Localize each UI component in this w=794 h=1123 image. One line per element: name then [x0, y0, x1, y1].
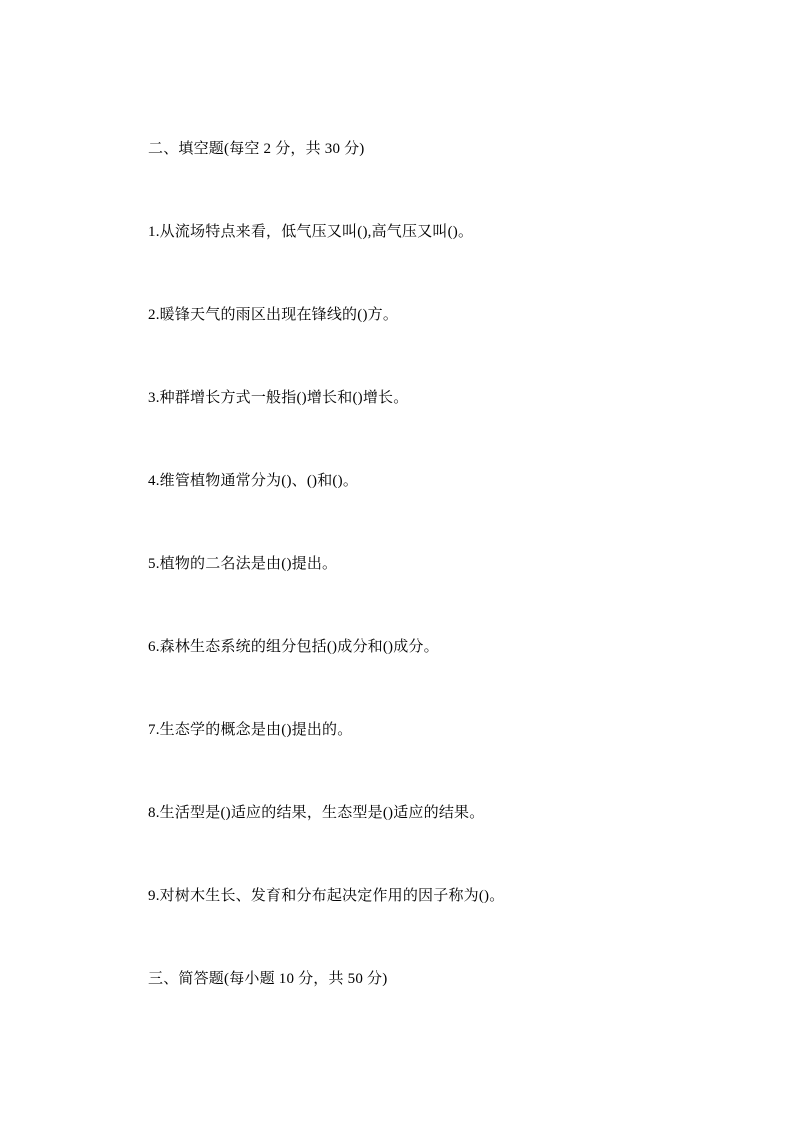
question-6: 6.森林生态系统的组分包括()成分和()成分。	[148, 639, 439, 655]
question-8: 8.生活型是()适应的结果，生态型是()适应的结果。	[148, 805, 485, 821]
question-3: 3.种群增长方式一般指()增长和()增长。	[148, 390, 409, 406]
question-9: 9.对树木生长、发育和分布起决定作用的因子称为()。	[148, 888, 505, 904]
question-4: 4.维管植物通常分为()、()和()。	[148, 473, 359, 489]
section-heading-short-answer: 三、简答题(每小题 10 分，共 50 分)	[148, 971, 388, 987]
section-heading-fill-blank: 二、填空题(每空 2 分，共 30 分)	[148, 141, 365, 157]
question-2: 2.暖锋天气的雨区出现在锋线的()方。	[148, 307, 399, 323]
question-5: 5.植物的二名法是由()提出。	[148, 556, 338, 572]
question-7: 7.生态学的概念是由()提出的。	[148, 722, 353, 738]
question-1: 1.从流场特点来看，低气压又叫(),高气压又叫()。	[148, 224, 474, 240]
